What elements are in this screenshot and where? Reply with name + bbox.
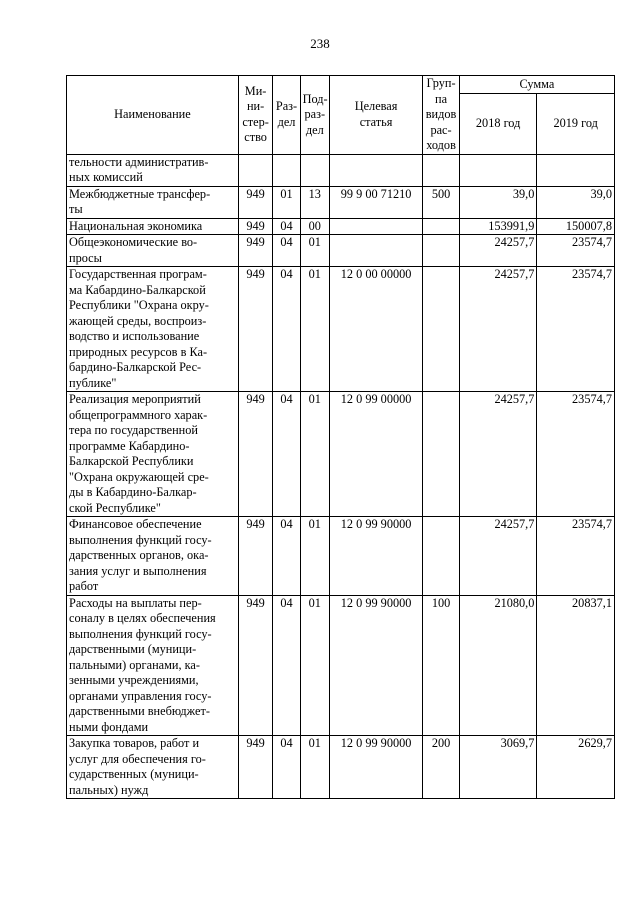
row-target: 12 0 99 90000	[329, 517, 422, 596]
row-section: 04	[273, 736, 300, 799]
row-ministry: 949	[238, 595, 273, 736]
row-subsection: 13	[300, 186, 329, 218]
row-section: 04	[273, 595, 300, 736]
row-sum-2018: 3069,7	[459, 736, 537, 799]
row-group	[423, 392, 460, 517]
row-subsection: 01	[300, 235, 329, 267]
row-sum-2019: 23574,7	[537, 267, 615, 392]
row-target: 12 0 99 90000	[329, 736, 422, 799]
row-section	[273, 154, 300, 186]
table-row	[67, 154, 615, 186]
row-sum-2019: 39,0	[537, 186, 615, 218]
row-name: тельности административ- ных комиссий	[67, 154, 239, 186]
row-target	[329, 218, 422, 235]
row-sum-2019: 150007,8	[537, 218, 615, 235]
row-group	[423, 267, 460, 392]
header-name: Наименование	[67, 76, 239, 155]
row-subsection: 00	[300, 218, 329, 235]
row-sum-2019: 23574,7	[537, 392, 615, 517]
row-group	[423, 517, 460, 596]
row-ministry: 949	[238, 736, 273, 799]
row-ministry: 949	[238, 392, 273, 517]
header-section: Раз- дел	[273, 76, 300, 155]
row-section: 04	[273, 267, 300, 392]
row-group	[423, 154, 460, 186]
row-name: Общеэкономические во- просы	[67, 235, 239, 267]
row-group	[423, 218, 460, 235]
row-group: 100	[423, 595, 460, 736]
row-subsection: 01	[300, 736, 329, 799]
row-section: 04	[273, 235, 300, 267]
row-name: Реализация мероприятий общепрограммного харак- тера по государственной программе Кабардино- Балкарской Республики "Охрана окружающей сре- ды в Кабардино-Балкар- ской Республике"	[67, 392, 239, 517]
row-sum-2018	[459, 154, 537, 186]
row-name: Межбюджетные трансфер- ты	[67, 186, 239, 218]
row-sum-2019: 23574,7	[537, 517, 615, 596]
row-ministry: 949	[238, 218, 273, 235]
row-target	[329, 154, 422, 186]
table-row	[67, 595, 615, 736]
row-ministry: 949	[238, 235, 273, 267]
row-ministry: 949	[238, 186, 273, 218]
row-sum-2019: 2629,7	[537, 736, 615, 799]
table-row	[67, 517, 615, 596]
row-ministry	[238, 154, 273, 186]
row-section: 04	[273, 218, 300, 235]
row-sum-2019: 23574,7	[537, 235, 615, 267]
row-name: Национальная экономика	[67, 218, 239, 235]
row-name: Государственная програм- ма Кабардино-Балкарской Республики "Охрана окру- жающей среды, воспроиз- водство и использование природных ресурсов в Ка- бардино-Балкарской Рес- публике"	[67, 267, 239, 392]
table-row	[67, 235, 615, 267]
row-name: Закупка товаров, работ и услуг для обеспечения го- сударственных (муници- пальных) нужд	[67, 736, 239, 799]
table-row	[67, 218, 615, 235]
row-subsection: 01	[300, 267, 329, 392]
row-sum-2018: 24257,7	[459, 267, 537, 392]
row-target: 12 0 99 90000	[329, 595, 422, 736]
row-sum-2018: 24257,7	[459, 392, 537, 517]
header-year-2018: 2018 год	[459, 94, 537, 154]
row-target: 12 0 00 00000	[329, 267, 422, 392]
row-subsection: 01	[300, 595, 329, 736]
row-group: 200	[423, 736, 460, 799]
header-subsection: Под- раз- дел	[300, 76, 329, 155]
header-sum: Сумма	[459, 76, 614, 94]
row-sum-2018: 21080,0	[459, 595, 537, 736]
header-group: Груп- па видов рас- ходов	[423, 76, 460, 155]
row-subsection: 01	[300, 517, 329, 596]
row-subsection: 01	[300, 392, 329, 517]
row-sum-2019	[537, 154, 615, 186]
row-subsection	[300, 154, 329, 186]
row-ministry: 949	[238, 517, 273, 596]
row-ministry: 949	[238, 267, 273, 392]
row-group	[423, 235, 460, 267]
row-group: 500	[423, 186, 460, 218]
header-target: Целевая статья	[329, 76, 422, 155]
row-target	[329, 235, 422, 267]
table-row	[67, 392, 615, 517]
header-ministry: Ми- ни- стер- ство	[238, 76, 273, 155]
row-section: 04	[273, 392, 300, 517]
row-name: Финансовое обеспечение выполнения функций госу- дарственных органов, ока- зания услуг и выполнения работ	[67, 517, 239, 596]
row-section: 04	[273, 517, 300, 596]
row-sum-2018: 39,0	[459, 186, 537, 218]
row-sum-2018: 24257,7	[459, 517, 537, 596]
row-target: 12 0 99 00000	[329, 392, 422, 517]
row-sum-2018: 24257,7	[459, 235, 537, 267]
budget-table	[66, 75, 615, 799]
table-row	[67, 736, 615, 799]
row-name: Расходы на выплаты пер- соналу в целях обеспечения выполнения функций госу- дарственными (муници- пальными) органами, ка- зенными учреждениями, органами управления госу- дарственными внебюджет- ными фондами	[67, 595, 239, 736]
header-year-2019: 2019 год	[537, 94, 615, 154]
page-number: 238	[310, 36, 330, 51]
table-row	[67, 186, 615, 218]
table-row	[67, 267, 615, 392]
row-target: 99 9 00 71210	[329, 186, 422, 218]
row-sum-2018: 153991,9	[459, 218, 537, 235]
row-section: 01	[273, 186, 300, 218]
row-sum-2019: 20837,1	[537, 595, 615, 736]
